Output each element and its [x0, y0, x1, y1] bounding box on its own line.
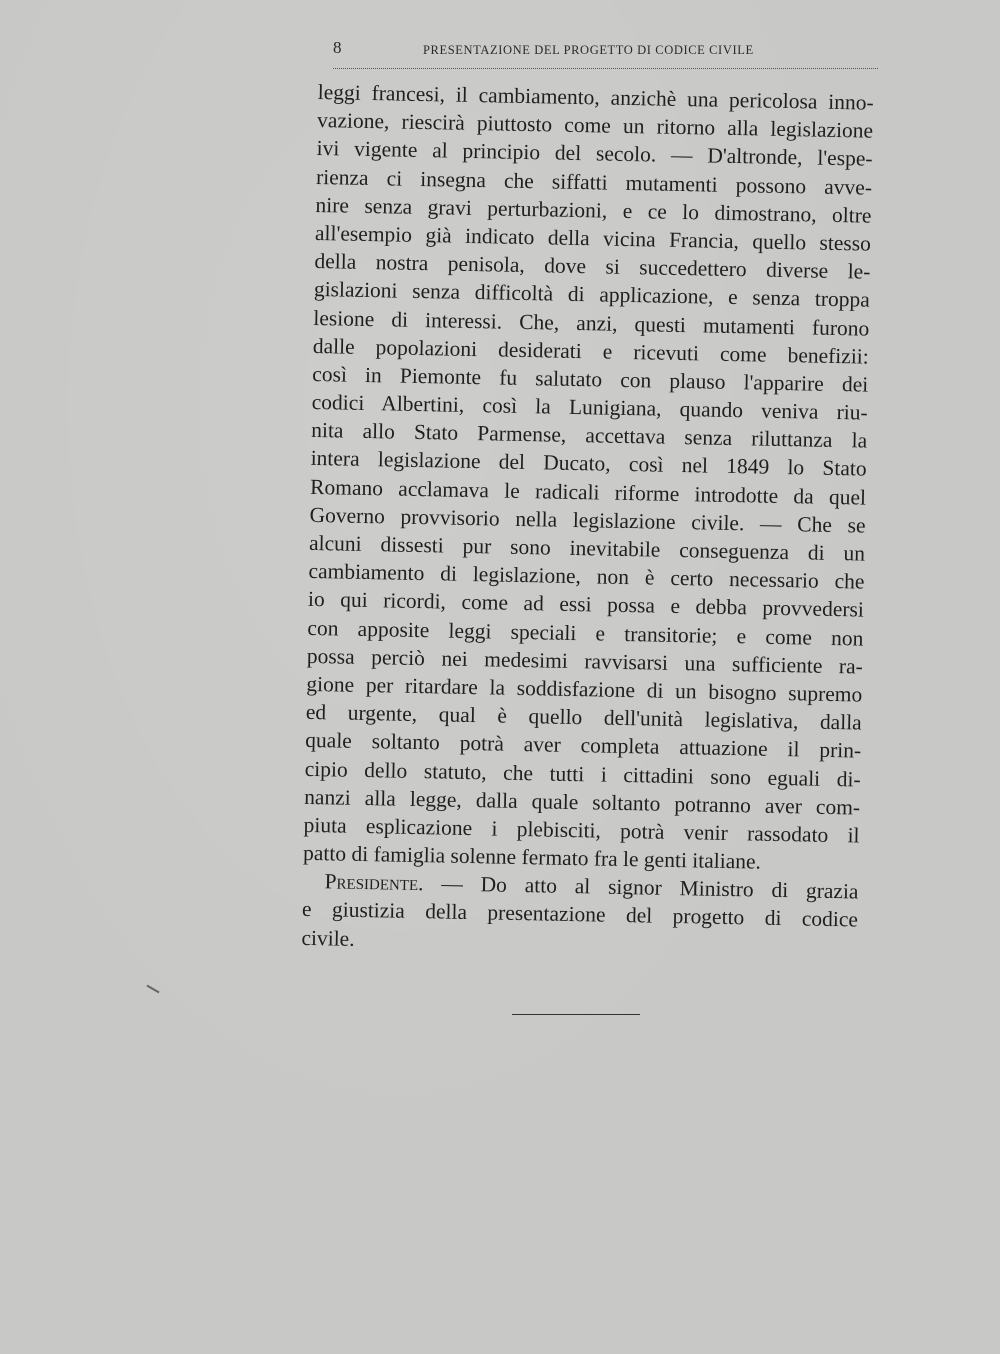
paper-speck — [146, 985, 159, 994]
text-line: così in Piemonte fu salutato con plauso l'apparire dei — [312, 361, 869, 397]
body-text — [301, 78, 874, 959]
text-line: lesione di interessi. Che, anzi, questi mutamenti furono — [313, 305, 870, 341]
text-line: Governo provvisorio nella legislazione civile. — Che se — [309, 502, 866, 538]
text-line: nire senza gravi perturbazioni, e ce lo dimostrano, oltre — [315, 192, 872, 228]
text-line: cambiamento di legislazione, non è certo necessario che — [308, 559, 865, 594]
text-line: possa perciò nei medesimi ravvisarsi una sufficiente ra- — [306, 643, 864, 679]
speaker-text: — Do atto al signor Ministro di grazia — [441, 871, 859, 904]
text-line: io qui ricordi, come ad essi possa e debba provvedersi — [307, 587, 865, 622]
text-line: nanzi alla legge, dalla quale soltanto potranno aver com- — [303, 784, 861, 820]
text-line: ivi vigente al principio del secolo. — D'altronde, l'espe- — [316, 136, 873, 172]
text-line: nita allo Stato Parmense, accettava senza riluttanza la — [311, 418, 868, 453]
text-line: leggi francesi, il cambiamento, anzichè una pericolosa inno- — [317, 79, 874, 115]
text-line: rienza ci insegna che siffatti mutamenti possono avve- — [315, 164, 873, 200]
text-line: quale soltanto potrà aver completa attuazione il prin- — [305, 728, 862, 763]
text-line: vazione, riescirà piuttosto come un ritorno alla legislazione — [316, 108, 874, 143]
text-line: della nostra penisola, dove si succedettero diverse le- — [314, 249, 871, 284]
end-rule — [512, 1014, 640, 1015]
text-line: civile. — [301, 925, 355, 951]
text-line: intera legislazione del Ducato, così nel 1849 lo Stato — [310, 446, 867, 482]
running-header — [333, 38, 878, 69]
text-line: con apposite leggi speciali e transitorie; e come non — [307, 615, 864, 651]
text-line: codici Albertini, così la Lunigiana, quando veniva riu- — [311, 390, 868, 425]
text-line: Romano acclamava le radicali riforme introdotte da quel — [309, 474, 867, 510]
text-line: gione per ritardare la soddisfazione di un bisogno supremo — [306, 671, 863, 707]
text-line: gislazioni senza difficoltà di applicazione, e senza troppa — [313, 277, 871, 312]
page-number: 8 — [333, 38, 342, 57]
speaker-name: Presidente. — [324, 869, 424, 896]
text-line: e giustizia della presentazione del progetto di codice — [301, 897, 859, 932]
text-line: piuta esplicazione i plebisciti, potrà venir rassodato il — [303, 812, 860, 848]
text-line: all'esempio già indicato della vicina Francia, quello stesso — [314, 220, 872, 256]
text-line: alcuni dissesti pur sono inevitabile conseguenza di un — [308, 530, 866, 566]
running-title: PRESENTAZIONE DEL PROGETTO DI CODICE CIVILE — [423, 43, 754, 57]
text-line: ed urgente, qual è quello dell'unità legislativa, dalla — [305, 700, 862, 735]
text-line: patto di famiglia solenne fermato fra le genti italiane. — [302, 840, 762, 874]
text-line: cipio dello statuto, che tutti i cittadini sono eguali di- — [304, 756, 861, 792]
text-line: dalle popolazioni desiderati e ricevuti come benefizii: — [312, 333, 869, 369]
